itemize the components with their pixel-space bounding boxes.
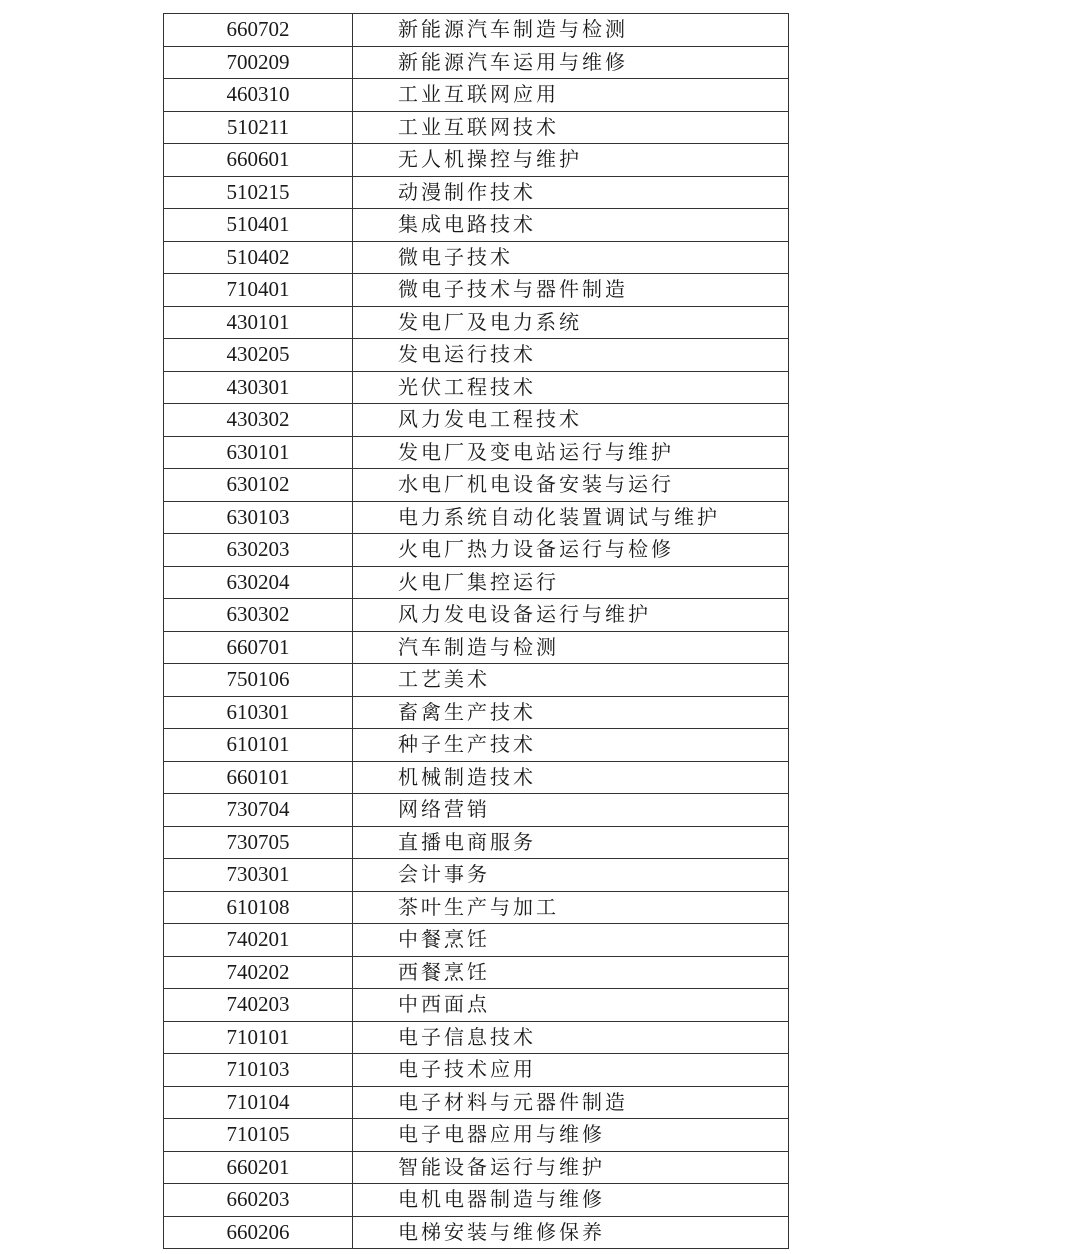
major-name-cell: 工业互联网技术 xyxy=(353,111,789,144)
major-name-cell: 新能源汽车运用与维修 xyxy=(353,46,789,79)
major-name-cell: 汽车制造与检测 xyxy=(353,631,789,664)
major-table-body xyxy=(164,14,789,1249)
table-row xyxy=(164,241,789,274)
major-name-cell: 集成电路技术 xyxy=(353,209,789,242)
major-name-cell: 电子材料与元器件制造 xyxy=(353,1086,789,1119)
major-code-cell: 740203 xyxy=(164,989,353,1022)
major-name-cell: 网络营销 xyxy=(353,794,789,827)
major-code-cell: 430101 xyxy=(164,306,353,339)
major-name-cell: 电子电器应用与维修 xyxy=(353,1119,789,1152)
table-row xyxy=(164,306,789,339)
table-row xyxy=(164,1216,789,1249)
table-row xyxy=(164,111,789,144)
major-name-cell: 茶叶生产与加工 xyxy=(353,891,789,924)
table-row xyxy=(164,501,789,534)
table-row xyxy=(164,339,789,372)
major-name-cell: 火电厂集控运行 xyxy=(353,566,789,599)
major-name-cell: 电子信息技术 xyxy=(353,1021,789,1054)
major-code-cell: 740201 xyxy=(164,924,353,957)
major-name-cell: 微电子技术 xyxy=(353,241,789,274)
major-code-cell: 710104 xyxy=(164,1086,353,1119)
table-row xyxy=(164,1086,789,1119)
major-code-cell: 630204 xyxy=(164,566,353,599)
table-row xyxy=(164,1151,789,1184)
major-name-cell: 机械制造技术 xyxy=(353,761,789,794)
table-row xyxy=(164,924,789,957)
table-row xyxy=(164,599,789,632)
table-row xyxy=(164,826,789,859)
major-code-cell: 710105 xyxy=(164,1119,353,1152)
major-name-cell: 种子生产技术 xyxy=(353,729,789,762)
major-code-cell: 510402 xyxy=(164,241,353,274)
major-code-cell: 710103 xyxy=(164,1054,353,1087)
major-code-cell: 730705 xyxy=(164,826,353,859)
major-name-cell: 中西面点 xyxy=(353,989,789,1022)
major-code-cell: 460310 xyxy=(164,79,353,112)
major-name-cell: 新能源汽车制造与检测 xyxy=(353,14,789,47)
table-row xyxy=(164,371,789,404)
major-code-cell: 660206 xyxy=(164,1216,353,1249)
major-name-cell: 直播电商服务 xyxy=(353,826,789,859)
major-code-cell: 610301 xyxy=(164,696,353,729)
major-code-table xyxy=(163,13,789,1249)
table-row xyxy=(164,631,789,664)
table-row xyxy=(164,436,789,469)
major-code-cell: 630103 xyxy=(164,501,353,534)
table-row xyxy=(164,274,789,307)
table-row xyxy=(164,566,789,599)
major-name-cell: 西餐烹饪 xyxy=(353,956,789,989)
major-code-cell: 660201 xyxy=(164,1151,353,1184)
table-row xyxy=(164,79,789,112)
major-name-cell: 电机电器制造与维修 xyxy=(353,1184,789,1217)
major-code-cell: 430302 xyxy=(164,404,353,437)
major-name-cell: 水电厂机电设备安装与运行 xyxy=(353,469,789,502)
major-name-cell: 工艺美术 xyxy=(353,664,789,697)
major-code-cell: 730301 xyxy=(164,859,353,892)
major-code-cell: 510211 xyxy=(164,111,353,144)
table-row xyxy=(164,144,789,177)
major-code-cell: 510401 xyxy=(164,209,353,242)
table-row xyxy=(164,956,789,989)
major-code-cell: 630102 xyxy=(164,469,353,502)
major-name-cell: 电力系统自动化装置调试与维护 xyxy=(353,501,789,534)
table-row xyxy=(164,534,789,567)
major-name-cell: 发电厂及变电站运行与维护 xyxy=(353,436,789,469)
major-code-cell: 510215 xyxy=(164,176,353,209)
major-name-cell: 动漫制作技术 xyxy=(353,176,789,209)
major-name-cell: 风力发电设备运行与维护 xyxy=(353,599,789,632)
table-row xyxy=(164,859,789,892)
major-name-cell: 会计事务 xyxy=(353,859,789,892)
major-name-cell: 光伏工程技术 xyxy=(353,371,789,404)
major-code-cell: 630203 xyxy=(164,534,353,567)
major-code-cell: 430205 xyxy=(164,339,353,372)
table-row xyxy=(164,209,789,242)
major-code-cell: 740202 xyxy=(164,956,353,989)
table-row xyxy=(164,989,789,1022)
major-code-cell: 660702 xyxy=(164,14,353,47)
table-row xyxy=(164,729,789,762)
major-name-cell: 无人机操控与维护 xyxy=(353,144,789,177)
major-name-cell: 风力发电工程技术 xyxy=(353,404,789,437)
major-code-cell: 660101 xyxy=(164,761,353,794)
table-row xyxy=(164,891,789,924)
major-code-cell: 660601 xyxy=(164,144,353,177)
major-code-cell: 660203 xyxy=(164,1184,353,1217)
major-code-cell: 730704 xyxy=(164,794,353,827)
major-code-cell: 610101 xyxy=(164,729,353,762)
major-code-cell: 610108 xyxy=(164,891,353,924)
major-name-cell: 电梯安装与维修保养 xyxy=(353,1216,789,1249)
table-row xyxy=(164,794,789,827)
major-code-cell: 700209 xyxy=(164,46,353,79)
table-row xyxy=(164,46,789,79)
major-name-cell: 微电子技术与器件制造 xyxy=(353,274,789,307)
major-code-cell: 660701 xyxy=(164,631,353,664)
major-code-cell: 710401 xyxy=(164,274,353,307)
table-row xyxy=(164,14,789,47)
major-code-cell: 430301 xyxy=(164,371,353,404)
major-code-cell: 710101 xyxy=(164,1021,353,1054)
table-row xyxy=(164,1021,789,1054)
table-row xyxy=(164,1119,789,1152)
table-row xyxy=(164,176,789,209)
major-name-cell: 中餐烹饪 xyxy=(353,924,789,957)
major-code-cell: 630302 xyxy=(164,599,353,632)
major-code-cell: 630101 xyxy=(164,436,353,469)
table-row xyxy=(164,1184,789,1217)
major-name-cell: 智能设备运行与维护 xyxy=(353,1151,789,1184)
major-code-cell: 750106 xyxy=(164,664,353,697)
major-name-cell: 火电厂热力设备运行与检修 xyxy=(353,534,789,567)
major-name-cell: 发电运行技术 xyxy=(353,339,789,372)
table-row xyxy=(164,664,789,697)
table-row xyxy=(164,404,789,437)
table-row xyxy=(164,696,789,729)
major-name-cell: 畜禽生产技术 xyxy=(353,696,789,729)
table-row xyxy=(164,469,789,502)
major-name-cell: 工业互联网应用 xyxy=(353,79,789,112)
major-name-cell: 电子技术应用 xyxy=(353,1054,789,1087)
major-name-cell: 发电厂及电力系统 xyxy=(353,306,789,339)
table-row xyxy=(164,1054,789,1087)
table-row xyxy=(164,761,789,794)
